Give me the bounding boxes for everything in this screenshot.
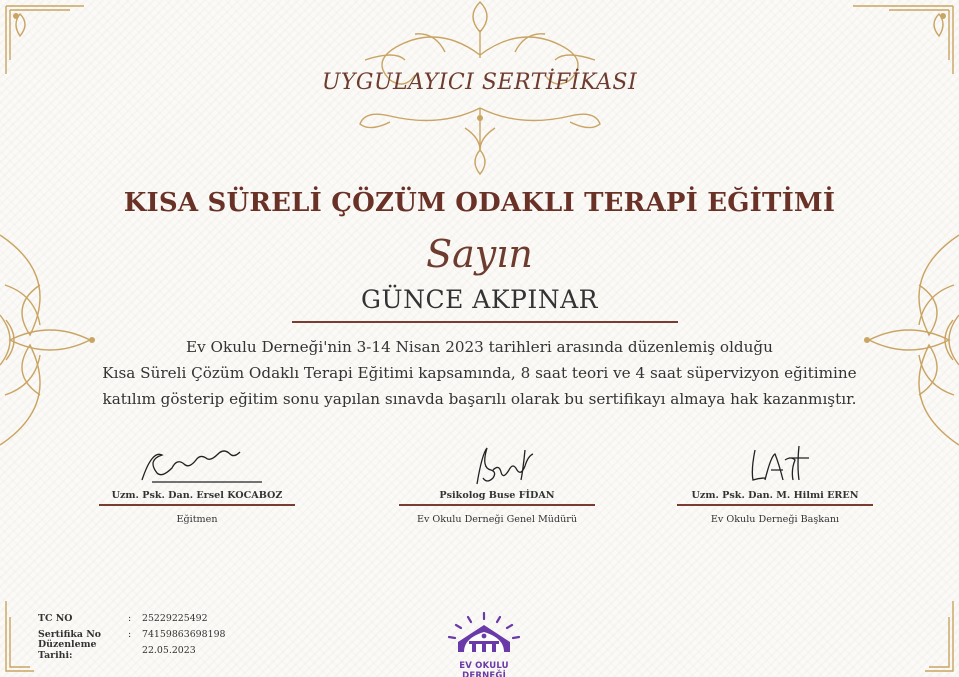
- corner-ornament-bottom-right: [919, 597, 959, 677]
- signature-line: [399, 504, 595, 506]
- signature-image: [437, 440, 557, 488]
- organization-logo: [436, 610, 532, 677]
- signatory-title: Ev Okulu Derneği Başkanı: [710, 514, 840, 525]
- signature-image: [122, 440, 272, 488]
- info-value: 25229225492: [142, 612, 208, 624]
- signature-block-trainer: [97, 440, 297, 525]
- signature-line: [677, 504, 873, 506]
- certificate-title: KISA SÜRELİ ÇÖZÜM ODAKLI TERAPİ EĞİTİMİ: [123, 188, 836, 218]
- signatory-title: Ev Okulu Derneği Genel Müdürü: [416, 514, 578, 525]
- logo-text: EV OKULU DERNEĞİ: [459, 661, 509, 677]
- info-value: 74159863698198: [142, 628, 226, 640]
- signature-line: [99, 504, 295, 506]
- recipient-underline: [292, 321, 678, 323]
- info-label: Düzenleme Tarihi:: [38, 639, 97, 661]
- info-row-issue-date: [38, 639, 226, 661]
- signature-image: [715, 440, 835, 488]
- house-sunburst-icon: [436, 610, 532, 656]
- info-row-tc: [38, 610, 226, 626]
- certificate-body: [60, 334, 899, 412]
- info-value: 22.05.2023: [142, 644, 196, 656]
- signatory-title: Eğitmen: [176, 514, 218, 525]
- info-label: Sertifika No: [38, 628, 102, 640]
- corner-ornament-top-left: [0, 0, 90, 80]
- info-label: TC NO: [38, 612, 73, 624]
- body-line: katılım gösterip eğitim sonu yapılan sınavda başarılı olarak bu sertifikayı almaya hak kazanmıştır.: [102, 390, 857, 408]
- signatory-name: Uzm. Psk. Dan. Ersel KOCABOZ: [111, 490, 283, 501]
- body-line: Kısa Süreli Çözüm Odaklı Terapi Eğitimi kapsamında, 8 saat teori ve 4 saat süpervizyon eğitimine: [102, 364, 857, 382]
- corner-ornament-bottom-left: [0, 597, 40, 677]
- certificate-subtitle: UYGULAYICI SERTİFİKASI: [321, 70, 638, 95]
- body-line: Ev Okulu Derneği'nin 3-14 Nisan 2023 tarihleri arasında düzenlemiş olduğu: [186, 338, 773, 356]
- certificate-info: [38, 610, 226, 661]
- signatory-name: Psikolog Buse FİDAN: [439, 490, 555, 501]
- info-colon: :: [128, 628, 132, 640]
- info-colon: :: [128, 612, 132, 624]
- corner-ornament-top-right: [849, 0, 959, 80]
- signature-block-president: [675, 440, 875, 525]
- signature-block-director: [397, 440, 597, 525]
- recipient-name: GÜNCE AKPINAR: [361, 285, 598, 314]
- salutation: Sayın: [426, 232, 533, 276]
- signatory-name: Uzm. Psk. Dan. M. Hilmi EREN: [691, 490, 859, 501]
